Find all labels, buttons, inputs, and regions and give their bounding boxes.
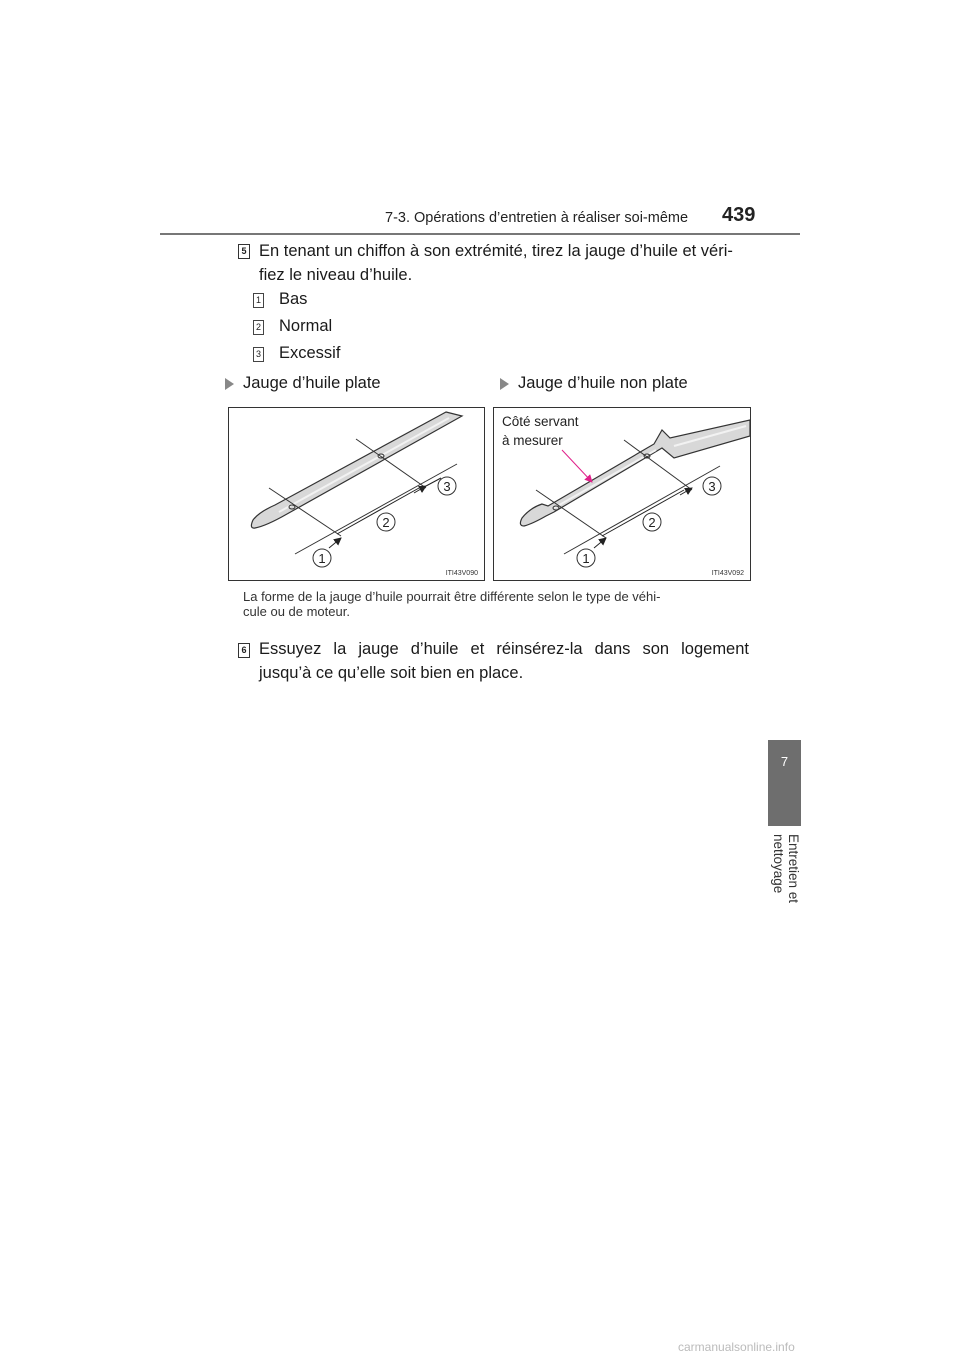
chapter-number: 7 [780, 754, 789, 769]
level-1-badge: 1 [253, 293, 264, 308]
measuring-side-label-line-1: Côté servant [502, 414, 579, 429]
figure-caption [243, 589, 749, 619]
chapter-tab [768, 740, 801, 826]
page-number: 439 [722, 204, 756, 226]
step-6-line-2: jusqu’à ce qu’elle soit bien en place. [259, 664, 524, 682]
step-6-badge: 6 [238, 643, 250, 658]
level-3-badge: 3 [253, 347, 264, 362]
bullet-triangle-icon [500, 378, 509, 390]
level-2-badge: 2 [253, 320, 264, 335]
step-6-line-1: Essuyez la jauge d’huile et réinsérez-la dans son logement [259, 640, 749, 658]
level-2-label: Normal [279, 317, 333, 335]
measuring-side-label-line-2: à mesurer [502, 433, 563, 448]
header-divider [160, 233, 800, 235]
section-title: 7-3. Opérations d’entretien à réaliser soi-même [385, 210, 689, 226]
level-1-label: Bas [279, 290, 308, 308]
step-5-text [259, 239, 749, 287]
bullet-triangle-icon [225, 378, 234, 390]
figure-code-right: ITI43V092 [711, 570, 744, 577]
figure-code-left: ITI43V090 [445, 570, 478, 577]
measuring-side-pointer [562, 450, 592, 482]
caption-line-2: cule ou de moteur. [243, 604, 350, 619]
callout-2-label: 2 [382, 515, 390, 530]
step-6-text [259, 637, 749, 685]
callout-3-label: 3 [443, 479, 451, 494]
chapter-label: Entretien et nettoyage [771, 834, 801, 904]
figure-left-heading: Jauge d’huile plate [243, 374, 381, 392]
figure-flat-dipstick [228, 407, 485, 581]
watermark: carmanualsonline.info [678, 1340, 795, 1354]
step-5-line-1: En tenant un chiffon à son extrémité, tirez la jauge d’huile et véri- [259, 242, 733, 260]
caption-line-1: La forme de la jauge d’huile pourrait être différente selon le type de véhi- [243, 589, 661, 604]
callout-1-label: 1 [582, 551, 590, 566]
callout-2-label: 2 [648, 515, 656, 530]
nonflat-dipstick-illustration [494, 408, 750, 580]
figure-right-heading: Jauge d’huile non plate [518, 374, 688, 392]
step-5-line-2: fiez le niveau d’huile. [259, 266, 413, 284]
callout-1-label: 1 [318, 551, 326, 566]
level-3-label: Excessif [279, 344, 341, 362]
figure-nonflat-dipstick [493, 407, 751, 581]
callout-3-label: 3 [708, 479, 716, 494]
step-5-badge: 5 [238, 244, 250, 259]
flat-dipstick-illustration [229, 408, 484, 580]
